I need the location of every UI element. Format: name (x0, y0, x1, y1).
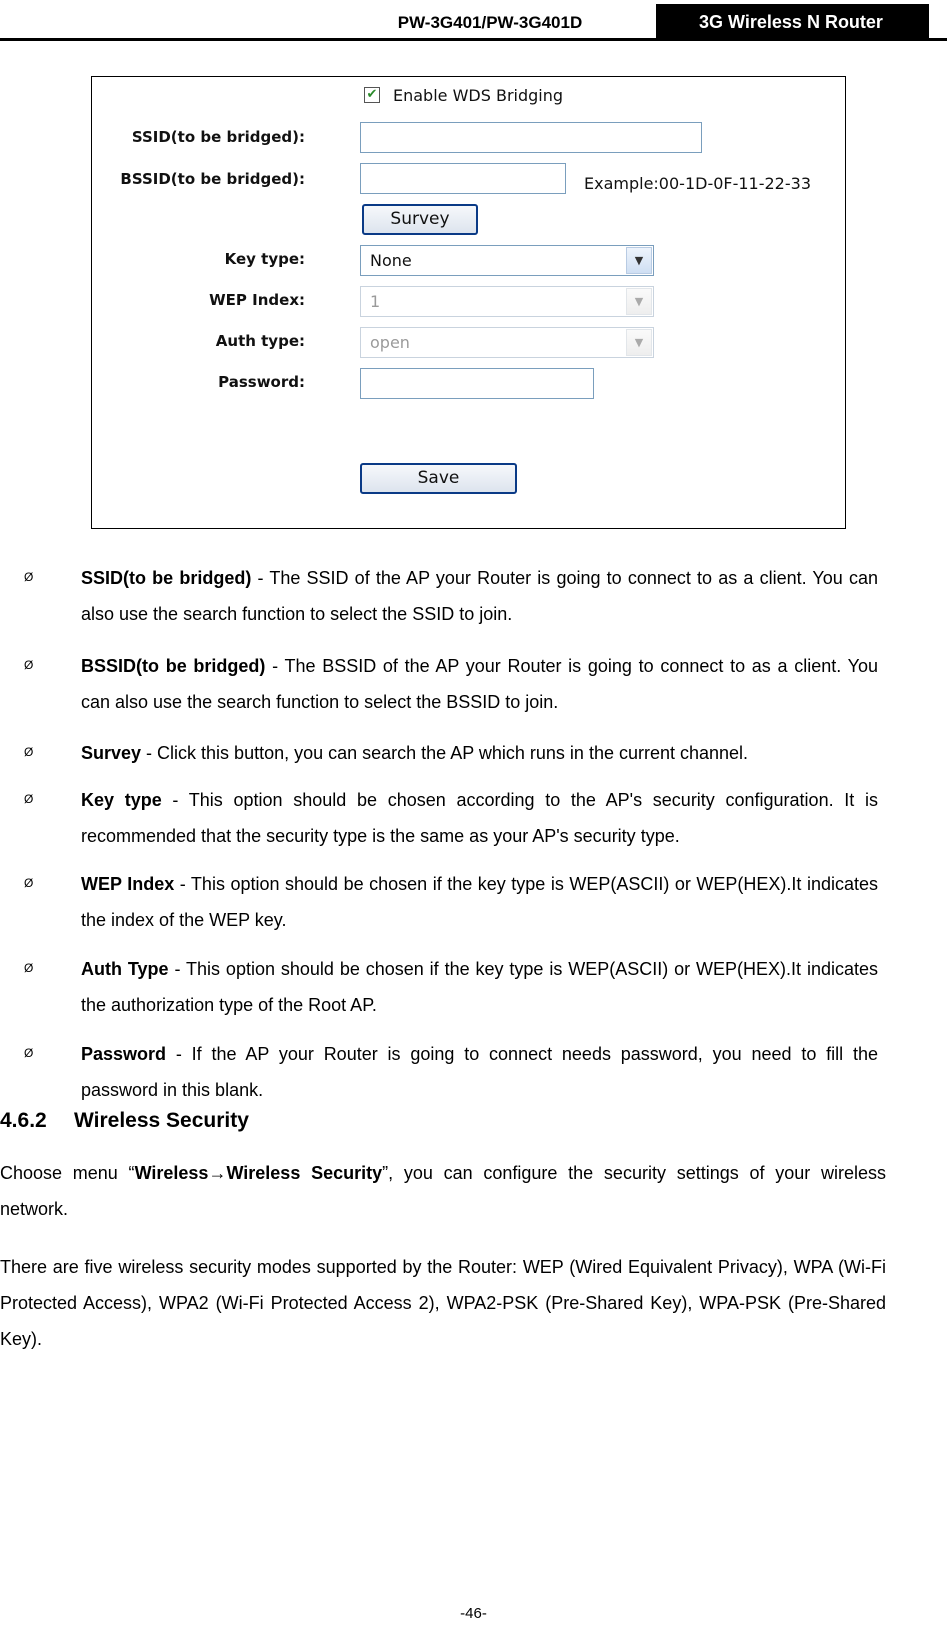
auth-type-select[interactable] (360, 327, 654, 358)
enable-wds-checkbox[interactable] (364, 87, 380, 103)
bssid-example: Example:00-1D-0F-11-22-33 (584, 174, 811, 193)
bullet-key-type (81, 782, 878, 854)
header-tab-edge (926, 4, 929, 41)
auth-type-value: open (370, 333, 410, 352)
bullet-text: - The SSID of the AP your Router is going to connect to as a client. You can also use the search function to select the SSID to join. (81, 568, 878, 624)
chevron-down-icon[interactable]: ▼ (626, 247, 652, 274)
wep-index-label: WEP Index: (209, 291, 305, 309)
wep-index-value: 1 (370, 292, 381, 311)
bullet-text: - If the AP your Router is going to connect needs password, you need to fill the password in this blank. (81, 1044, 878, 1100)
bullet-term: Password (81, 1044, 167, 1064)
bullet-term: Key type (81, 790, 162, 810)
wep-index-select[interactable] (360, 286, 654, 317)
key-type-value: None (370, 251, 412, 270)
intro-paragraph (0, 1155, 886, 1227)
bullet-marker: Ø (24, 1046, 34, 1060)
bullet-auth-type (81, 951, 878, 1023)
bullet-term: Survey (81, 743, 142, 763)
bullet-text: - This option should be chosen if the key type is WEP(ASCII) or WEP(HEX).It indicates the index of the WEP key. (81, 874, 878, 930)
bullet-marker: Ø (24, 570, 34, 584)
intro-suffix: ”, you can configure the security settings of your wireless network. (0, 1163, 886, 1219)
bullet-text: - Click this button, you can search the AP which runs in the current channel. (141, 743, 749, 763)
header-rule (0, 38, 947, 41)
key-type-select[interactable] (360, 245, 654, 276)
enable-wds-label: Enable WDS Bridging (393, 86, 564, 105)
intro-prefix: Choose menu “ (0, 1163, 135, 1183)
bullet-wep-index (81, 866, 878, 938)
bullet-survey (81, 735, 878, 771)
bullet-password (81, 1036, 878, 1108)
password-label: Password: (218, 373, 305, 391)
chevron-down-icon[interactable]: ▼ (626, 329, 652, 356)
wds-settings-screenshot (91, 76, 846, 529)
bullet-marker: Ø (24, 792, 34, 806)
bullet-text: - This option should be chosen according to the AP's security configuration. It is recommended that the security type is the same as your AP's security type. (81, 790, 878, 846)
page-number: -46- (460, 1605, 487, 1622)
header-product-tab: 3G Wireless N Router (656, 4, 926, 40)
bullet-text: - The BSSID of the AP your Router is going to connect to as a client. You can also use the search function to select the BSSID to join. (81, 656, 878, 712)
chevron-down-icon[interactable]: ▼ (626, 288, 652, 315)
bullet-ssid (81, 560, 878, 632)
bullet-marker: Ø (24, 658, 34, 672)
password-input[interactable] (360, 368, 594, 399)
bullet-bssid (81, 648, 878, 720)
header-model: PW-3G401/PW-3G401D (397, 13, 583, 32)
bssid-input[interactable] (360, 163, 566, 194)
section-number: 4.6.2 (0, 1109, 47, 1132)
section-heading (0, 1109, 249, 1133)
ssid-label: SSID(to be bridged): (131, 128, 305, 146)
bssid-label: BSSID(to be bridged): (120, 170, 305, 188)
bullet-marker: Ø (24, 745, 34, 759)
ssid-input[interactable] (360, 122, 702, 153)
checkmark-icon: ✔ (366, 87, 378, 102)
modes-paragraph: There are five wireless security modes supported by the Router: WEP (Wired Equivalent Privacy), WPA (Wi-Fi Protected Access), WPA2 (Wi-Fi Protected Access 2), WPA2-PSK (Pre-Shared Key), WPA-PSK (Pre-Shared Key). (0, 1257, 886, 1349)
auth-type-label: Auth type: (215, 332, 305, 350)
bullet-term: WEP Index (81, 874, 175, 894)
bullet-term: SSID(to be bridged) (81, 568, 252, 588)
bullet-text: - This option should be chosen if the key type is WEP(ASCII) or WEP(HEX).It indicates the authorization type of the Root AP. (81, 959, 878, 1015)
bullet-marker: Ø (24, 876, 34, 890)
bullet-marker: Ø (24, 961, 34, 975)
bullet-term: BSSID(to be bridged) (81, 656, 266, 676)
key-type-label: Key type: (224, 250, 305, 268)
save-button[interactable]: Save (360, 463, 517, 494)
menu-path: Wireless→Wireless Security (134, 1163, 383, 1183)
bullet-term: Auth Type (81, 959, 169, 979)
section-title: Wireless Security (74, 1109, 249, 1132)
survey-button[interactable]: Survey (362, 204, 478, 235)
